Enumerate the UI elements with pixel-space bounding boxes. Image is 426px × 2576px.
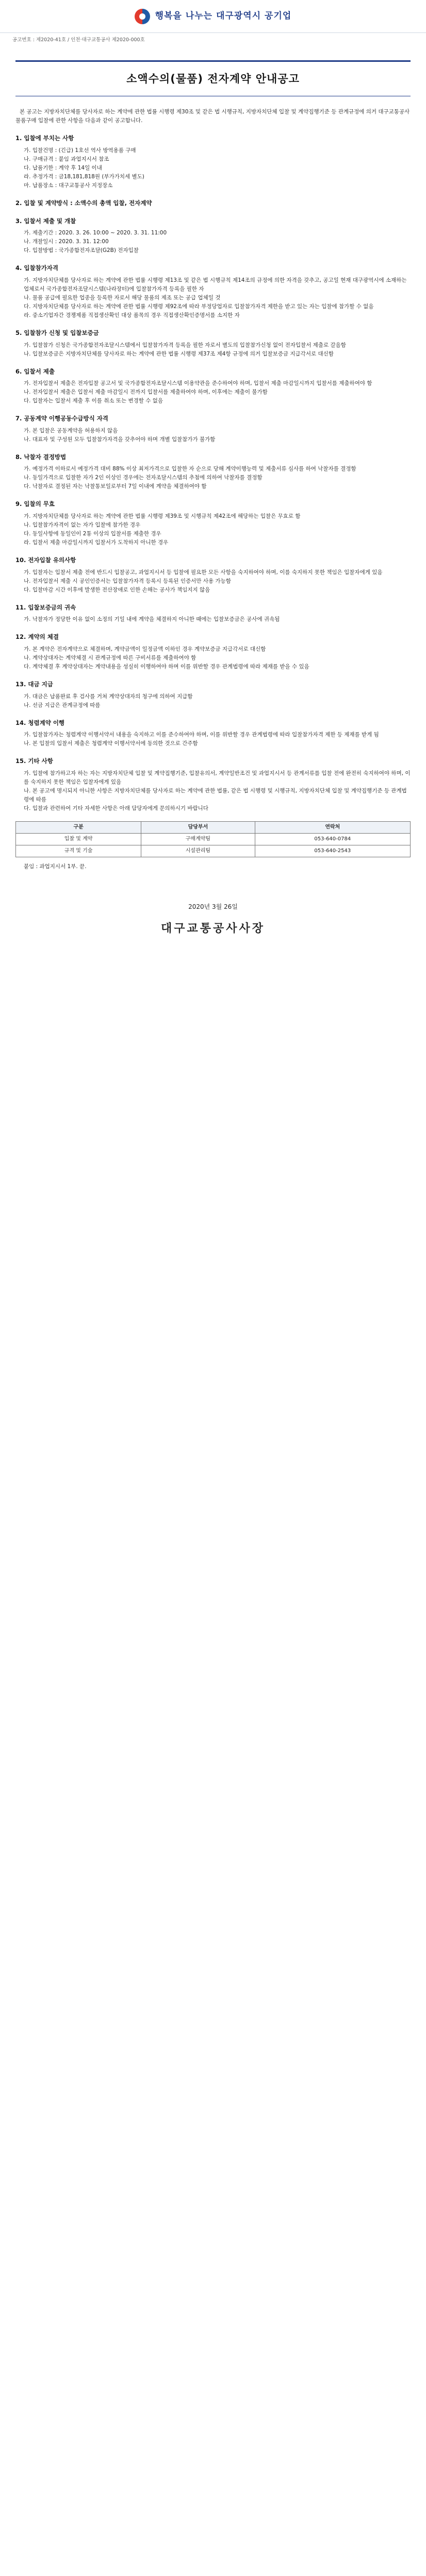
table-cell: 구매계약팀 [141,833,255,845]
contact-header-cell: 담당부서 [141,821,255,833]
intro-text: 본 공고는 지방자치단체를 당사자로 하는 계약에 관한 법률 시행령 제30조 및 같은 법 시행규칙, 지방자치단체 입찰 및 계약집행기준 등 관계규정에 의거 대구교통공사 물품구매 입찰에 관한 사항을 다음과 같이 공고합니다. [15,109,410,124]
section-heading: 10. 전자입찰 유의사항 [15,556,76,564]
section-item: 나. 입찰보증금은 지방자치단체를 당사자로 하는 계약에 관한 법률 시행령 제37조 제4항 규정에 의거 입찰보증금 지급각서로 대신함 [24,350,334,357]
organization-name: 대구교통공사사장 [160,922,266,935]
section-item: 가. 제출기간 : 2020. 3. 26. 10:00 ~ 2020. 3. 31. 11:00 [24,230,167,236]
section-heading: 5. 입찰참가 신청 및 입찰보증금 [15,329,99,336]
section-item: 가. 본 입찰은 공동계약을 허용하지 않음 [24,427,118,434]
section-heading: 14. 청렴계약 이행 [15,719,65,726]
notice-section [15,603,411,624]
contact-table [15,821,411,858]
section-item: 다. 지방자치단체를 당사자로 하는 계약에 관한 법률 시행령 제92조에 따라 부정당업자로 입찰참가자격 제한을 받고 있는 자는 입찰에 참가할 수 없음 [24,303,374,310]
notice-section [15,414,411,444]
section-heading: 6. 입찰서 제출 [15,367,55,375]
section-item: 다. 계약체결 후 계약상대자는 계약내용을 성실히 이행하여야 하며 이를 위반할 경우 관계법령에 따라 제재를 받을 수 있음 [24,663,309,670]
section-item: 마. 납품장소 : 대구교통공사 지정장소 [24,182,113,189]
contact-header-cell: 연락처 [255,821,410,833]
section-item: 다. 입찰마감 시간 이후에 발생한 전산장애로 인한 손해는 공사가 책임지지 않음 [24,586,210,593]
table-row [16,845,411,857]
notice-section [15,499,411,547]
table-cell: 053-640-0784 [255,833,410,845]
notice-section [15,632,411,671]
notice-section [15,452,411,492]
section-item: 나. 전자입찰서 제출 시 공인인증서는 입찰참가자격 등록시 등록된 인증서만 사용 가능함 [24,578,231,584]
section-item: 가. 본 계약은 전자계약으로 체결하며, 계약금액이 일정금액 이하인 경우 계약보증금 지급각서로 대신함 [24,646,266,652]
notice-section [15,756,411,813]
notice-section [15,198,411,208]
section-item: 나. 물품 공급에 필요한 업종을 등록한 자로서 해당 물품의 제조 또는 공급 업체일 것 [24,294,221,301]
logo-circle-icon [135,9,150,24]
table-cell: 규격 및 기술 [16,845,141,857]
table-cell: 입찰 및 계약 [16,833,141,845]
notice-section [15,216,411,256]
section-item: 가. 입찰참가자는 청렴계약 이행서약서 내용을 숙지하고 이를 준수하여야 하며, 이를 위반할 경우 관계법령에 따라 입찰참가자격 제한 등 제재를 받게 됨 [24,732,379,738]
section-heading: 4. 입찰참가자격 [15,264,59,272]
notice-section [15,555,411,595]
notice-section [15,263,411,320]
section-item: 다. 입찰과 관련하여 기타 자세한 사항은 아래 담당자에게 문의하시기 바랍니다 [24,805,208,811]
section-item: 가. 대금은 납품완료 후 검사를 거쳐 계약상대자의 청구에 의하여 지급함 [24,693,193,700]
section-item: 나. 구매규격 : 붙임 과업지시서 참조 [24,156,109,163]
section-item: 나. 본 입찰의 입찰서 제출은 청렴계약 이행서약서에 동의한 것으로 간주함 [24,740,198,747]
section-item: 가. 입찰건명 : (긴급) 1호선 역사 방역용품 구매 [24,147,136,154]
section-item: 가. 지방자치단체를 당사자로 하는 계약에 관한 법률 시행령 제39조 및 시행규칙 제42조에 해당하는 입찰은 무효로 함 [24,513,301,520]
notice-section [15,367,411,406]
table-cell: 시설관리팀 [141,845,255,857]
table-cell: 053-640-2543 [255,845,410,857]
section-heading: 12. 계약의 체결 [15,633,59,641]
table-row [16,833,411,845]
section-item: 나. 선금 지급은 관계규정에 따름 [24,702,101,708]
section-item: 가. 예정가격 이하로서 예정가격 대비 88% 이상 최저가격으로 입찰한 자 순으로 당해 계약이행능력 및 제출서류 심사를 하여 낙찰자를 결정함 [24,466,356,472]
section-heading: 9. 입찰의 무효 [15,500,55,508]
section-heading: 2. 입찰 및 계약방식 : 소액수의 총액 입찰, 전자계약 [15,199,152,207]
section-item: 라. 중소기업자간 경쟁제품 직접생산확인 대상 품목의 경우 직접생산확인증명서를 소지한 자 [24,312,240,318]
sections-container [15,133,411,812]
section-item: 다. 동일사항에 동일인이 2통 이상의 입찰서를 제출한 경우 [24,531,161,537]
section-heading: 7. 공동계약 이행공동수급방식 자격 [15,415,108,422]
section-heading: 8. 낙찰자 결정방법 [15,453,67,461]
section-item: 나. 계약상대자는 계약체결 시 관계규정에 따른 구비서류를 제출하여야 함 [24,654,196,661]
section-item: 나. 대표자 및 구성원 모두 입찰참가자격을 갖추어야 하며 개별 입찰참가가 불가함 [24,436,216,443]
section-item: 가. 지방자치단체를 당사자로 하는 계약에 관한 법률 시행령 제13조 및 같은 법 시행규칙 제14조의 규정에 의한 자격을 갖추고, 공고일 현재 대구광역시에 소재하는 업체로서 국가종합전자조달시스템(나라장터)에 입찰참가자격 등록을 필한 자 [24,277,407,292]
section-item: 라. 추정가격 : 금18,181,818원 (부가가치세 별도) [24,174,144,180]
section-heading: 11. 입찰보증금의 귀속 [15,603,76,611]
section-item: 가. 입찰에 참가하고자 하는 자는 지방자치단체 입찰 및 계약집행기준, 입찰유의서, 계약일반조건 및 과업지시서 등 관계서류를 입찰 전에 완전히 숙지하여야 하며, 이를 숙지하지 못한 책임은 입찰자에게 있음 [24,770,411,785]
section-item: 다. 납품기한 : 계약 후 14일 이내 [24,165,102,172]
section-item: 나. 입찰참가자격이 없는 자가 입찰에 참가한 경우 [24,522,141,529]
section-item: 가. 전자입찰서 제출은 전자입찰 공고서 및 국가종합전자조달시스템 이용약관을 준수하여야 하며, 입찰서 제출 마감일시까지 입찰서를 제출하여야 함 [24,380,372,387]
section-item: 다. 입찰방법 : 국가종합전자조달(G2B) 전자입찰 [24,247,139,254]
notice-section [15,718,411,749]
section-item: 라. 입찰서 제출 마감일시까지 입찰서가 도착하지 아니한 경우 [24,539,169,546]
notice-section [15,133,411,190]
banner [0,0,426,33]
section-item: 나. 개찰일시 : 2020. 3. 31. 12:00 [24,239,109,245]
attachment-note: 붙임 : 과업지시서 1부. 끝. [24,863,87,870]
section-item: 가. 입찰자는 입찰서 제출 전에 반드시 입찰공고, 과업지시서 등 입찰에 필요한 모든 사항을 숙지하여야 하며, 이를 숙지하지 못한 책임은 입찰자에게 있음 [24,569,383,575]
doc-number: 공고번호 : 제2020-41호 / 인천·대구교통공사 제2020-000호 [12,37,145,43]
title-box [15,60,411,96]
section-item: 다. 낙찰자로 결정된 자는 낙찰통보일로부터 7일 이내에 계약을 체결하여야 함 [24,483,207,490]
notice-section [15,328,411,359]
section-item: 나. 동일가격으로 입찰한 자가 2인 이상인 경우에는 전자조달시스템의 추첨에 의하여 낙찰자를 결정함 [24,474,263,481]
contact-table-header-row [16,821,411,833]
section-heading: 3. 입찰서 제출 및 개찰 [15,217,76,225]
notice-date: 2020년 3월 26일 [188,903,238,911]
section-item: 나. 본 공고에 명시되지 아니한 사항은 지방자치단체를 당사자로 하는 계약에 관한 법률, 같은 법 시행령 및 시행규칙, 지방자치단체 입찰 및 계약집행기준 등 관계법령에 따름 [24,787,407,803]
section-heading: 15. 기타 사항 [15,757,53,765]
notice-section [15,680,411,710]
content [0,44,426,938]
section-heading: 1. 입찰에 부치는 사항 [15,134,74,142]
section-item: 가. 낙찰자가 정당한 이유 없이 소정의 기일 내에 계약을 체결하지 아니한 때에는 입찰보증금은 공사에 귀속됨 [24,616,280,623]
contact-header-cell: 구분 [16,821,141,833]
banner-text: 행복을 나누는 대구광역시 공기업 [155,10,292,21]
section-item: 나. 전자입찰서 제출은 입찰서 제출 마감일시 전까지 입찰서를 제출하여야 하며, 이후에는 제출이 불가함 [24,389,268,396]
section-item: 가. 입찰참가 신청은 국가종합전자조달시스템에서 입찰참가자격 등록을 필한 자로서 별도의 입찰참가신청 없이 전자입찰서 제출로 갈음함 [24,342,346,348]
page-title: 소액수의(물품) 전자계약 안내공고 [126,73,300,86]
section-heading: 13. 대금 지급 [15,680,53,688]
contact-section [15,821,411,872]
section-item: 다. 입찰자는 입찰서 제출 후 이를 취소 또는 변경할 수 없음 [24,398,163,404]
